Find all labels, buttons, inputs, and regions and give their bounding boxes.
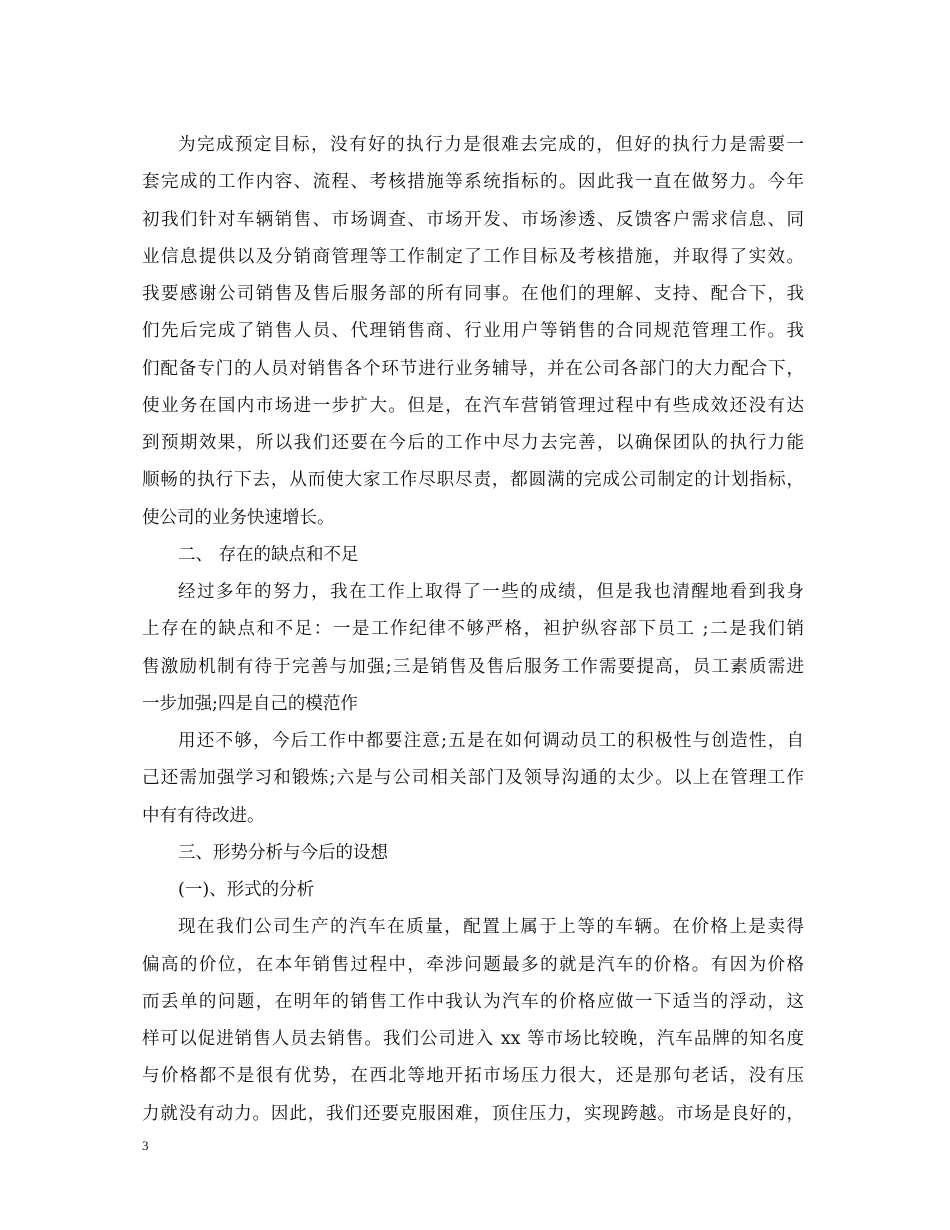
text-line: 们先后完成了销售人员、代理销售商、行业用户等销售的合同规范管理工作。我 [142, 321, 804, 342]
text-line: 使公司的业务快速增长。 [142, 507, 335, 528]
text-line: 业信息提供以及分销商管理等工作制定了工作目标及考核措施，并取得了实效。 [142, 246, 804, 267]
subsection-heading: (一)、形式的分析 [178, 880, 315, 900]
text-line: 到预期效果，所以我们还要在今后的工作中尽力去完善，以确保团队的执行力能 [142, 433, 804, 453]
text-line: 我要感谢公司销售及售后服务部的所有同事。在他们的理解、支持、配合下，我 [142, 284, 804, 304]
text-line: 一步加强;四是自己的模范作 [142, 693, 358, 714]
text-line: 经过多年的努力，我在工作上取得了一些的成绩，但是我也清醒地看到我身 [178, 582, 804, 602]
text-line: 用还不够，今后工作中都要注意;五是在如何调动员工的积极性与创造性，自 [178, 731, 804, 751]
text-line: 力就没有动力。因此，我们还要克服困难，顶住压力，实现跨越。市场是良好的， [142, 1103, 804, 1124]
text-line: 售激励机制有待于完善与加强;三是销售及售后服务工作需要提高，员工素质需进 [142, 656, 804, 677]
text-line: 己还需加强学习和锻炼;六是与公司相关部门及领导沟通的太少。以上在管理工作 [142, 768, 804, 789]
text-line: 样可以促进销售人员去销售。我们公司进入 xx 等市场比较晚，汽车品牌的知名度 [142, 1029, 804, 1049]
text-line: 使业务在国内市场进一步扩大。但是，在汽车营销管理过程中有些成效还没有达 [142, 395, 804, 416]
text-line: 们配备专门的人员对销售各个环节进行业务辅导，并在公司各部门的大力配合下， [142, 358, 804, 379]
text-line: 顺畅的执行下去，从而使大家工作尽职尽责，都圆满的完成公司制定的计划指标， [142, 470, 804, 491]
text-line: 偏高的价位，在本年销售过程中，牵涉问题最多的就是汽车的价格。有因为价格 [142, 954, 804, 975]
text-line: 而丢单的问题，在明年的销售工作中我认为汽车的价格应做一下适当的浮动，这 [142, 991, 804, 1012]
text-line: 中有有待改进。 [142, 805, 265, 826]
text-line: 与价格都不是很有优势，在西北等地开拓市场压力很大，还是那句老话，没有压 [142, 1066, 804, 1087]
text-line: 现在我们公司生产的汽车在质量，配置上属于上等的车辆。在价格上是卖得 [178, 917, 804, 938]
page-number: 3 [142, 1138, 149, 1153]
section-heading: 三、形势分析与今后的设想 [178, 842, 388, 863]
text-line: 上存在的缺点和不足：一是工作纪律不够严格，袒护纵容部下员工 ;二是我们销 [142, 619, 804, 640]
document-body [142, 127, 804, 1133]
section-heading: 二、 存在的缺点和不足 [178, 544, 359, 565]
text-line: 初我们针对车辆销售、市场调查、市场开发、市场渗透、反馈客户需求信息、同 [142, 209, 804, 230]
text-line: 为完成预定目标，没有好的执行力是很难去完成的，但好的执行力是需要一 [178, 135, 804, 155]
text-line: 套完成的工作内容、流程、考核措施等系统指标的。因此我一直在做努力。今年 [142, 172, 804, 193]
